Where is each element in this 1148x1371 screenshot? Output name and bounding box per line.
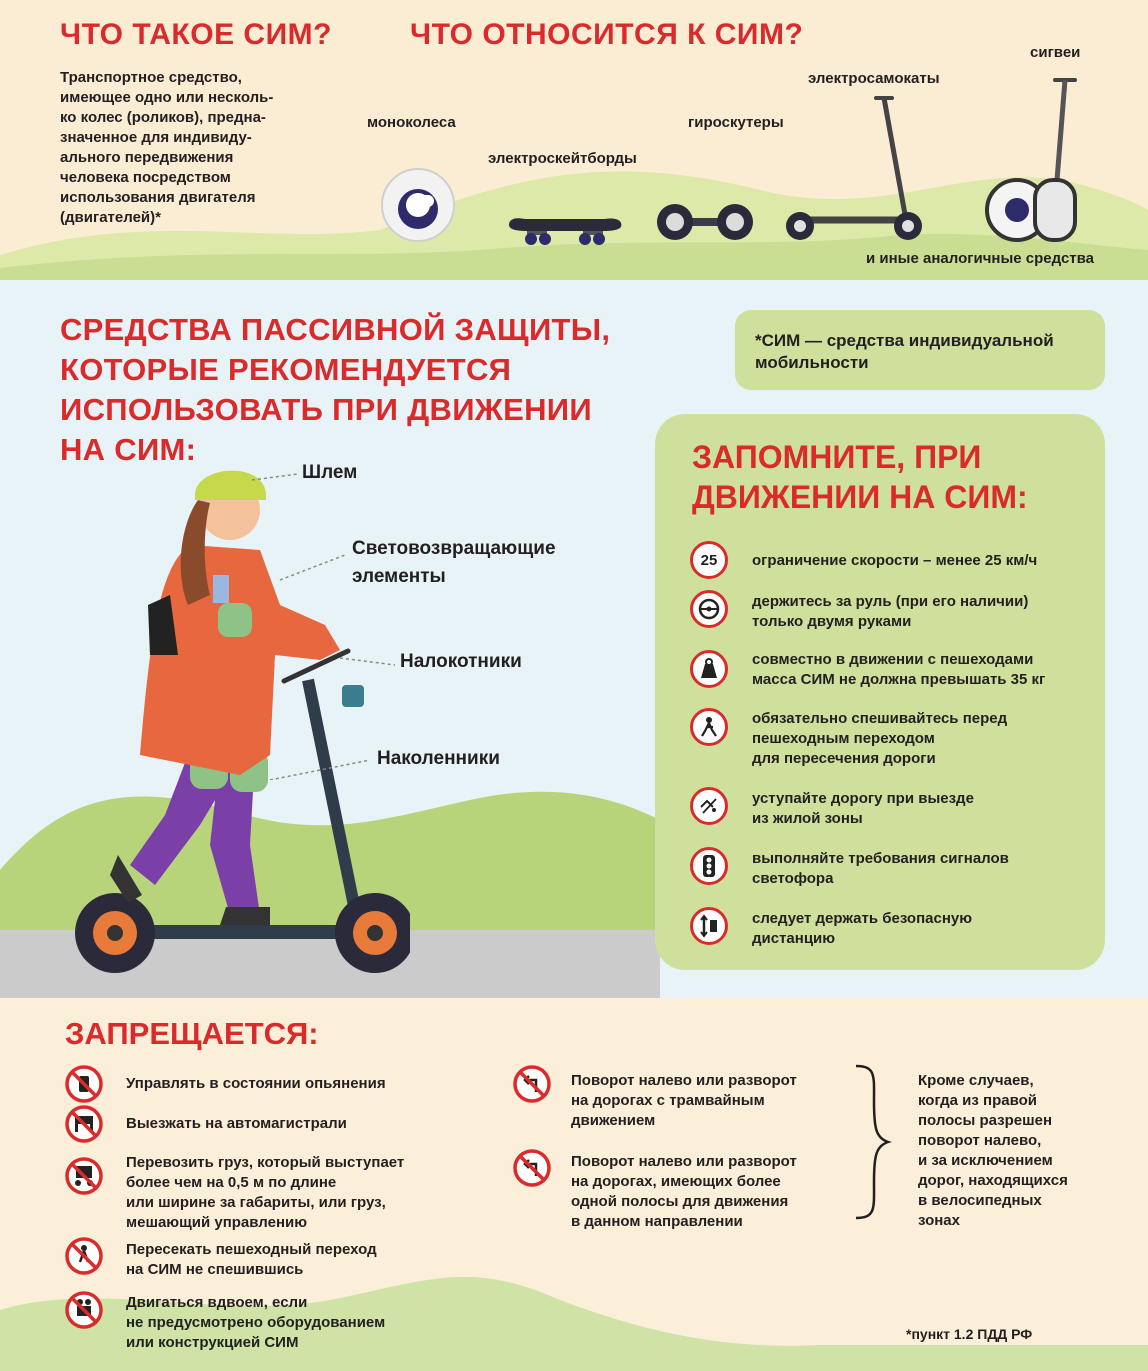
eskateboard-icon	[505, 213, 625, 247]
label-other-means: и иные аналогичные средства	[866, 250, 1095, 267]
monowheel-icon	[378, 165, 458, 245]
rule-traffic-light-text: выполняйте требования сигналов светофора	[752, 850, 1009, 887]
rule-crossing	[690, 708, 728, 746]
rule-residential	[690, 787, 728, 825]
rule-speed-text: ограничение скорости – менее 25 км/ч	[752, 552, 1038, 569]
rule-speed-limit	[690, 541, 728, 579]
exception-text: Кроме случаев, когда из правой полосы разрешен поворот налево, и за исключением дорог, находящихся в велосипедных зонах	[918, 1072, 1068, 1229]
rule-traffic-light	[690, 847, 728, 885]
gear-reflective-label: Световозвращающие элементы	[352, 538, 556, 587]
rule-residential-text: уступайте дорогу при выезде из жилой зоны	[752, 790, 974, 827]
forbidden-item-left-turn-tram: Поворот налево или разворот на дорогах с трамвайным движением	[571, 1072, 797, 1129]
label-segways: сигвеи	[1030, 44, 1081, 61]
weight-icon	[690, 650, 728, 688]
forbidden-item-left-turn-multilane: Поворот налево или разворот на дорогах, имеющих более одной полосы для движения в данном направлении	[571, 1153, 797, 1230]
no-left-turn-tram-icon	[512, 1064, 552, 1109]
legal-footnote: *пункт 1.2 ПДД РФ	[906, 1326, 1033, 1342]
gyroscooter-icon	[655, 200, 755, 245]
forbidden-item-crossing: Пересекать пешеходный переход на СИМ не спешившись	[126, 1241, 377, 1278]
rule-weight-text: совместно в движении с пешеходами масса СИМ не должна превышать 35 кг	[752, 651, 1046, 688]
what-belongs-title: ЧТО ОТНОСИТСЯ К СИМ?	[410, 18, 804, 51]
brace-icon	[848, 1062, 894, 1222]
forbidden-item-highway: Выезжать на автомагистрали	[126, 1115, 347, 1132]
what-is-title: ЧТО ТАКОЕ СИМ?	[60, 18, 332, 51]
gear-pointer-lines	[250, 460, 410, 780]
no-cargo-icon	[64, 1156, 104, 1201]
label-escooters: электросамокаты	[808, 70, 940, 87]
label-gyroscooters: гироскутеры	[688, 114, 784, 131]
no-passenger-icon	[64, 1290, 104, 1335]
forbidden-title: ЗАПРЕЩАЕТСЯ:	[65, 1016, 319, 1051]
no-highway-icon	[64, 1104, 104, 1149]
forbidden-item-passenger: Двигаться вдвоем, если не предусмотрено оборудованием или конструкцией СИМ	[126, 1294, 386, 1351]
rule-weight	[690, 650, 728, 688]
definition-text: Транспортное средство, имеющее одно или несколь- ко колес (роликов), предна- значенное для индивиду- ального передвижения человека посредством использования двигателя (двигателей)*	[60, 69, 274, 226]
rule-distance	[690, 907, 728, 945]
electric-scooter-icon	[780, 92, 935, 244]
sim-footnote-box	[735, 310, 1105, 390]
distance-icon	[690, 907, 728, 945]
gear-helmet-label: Шлем	[302, 462, 358, 483]
no-alcohol-icon	[64, 1064, 104, 1109]
residential-zone-icon	[690, 787, 728, 825]
rule-crossing-text: обязательно спешивайтесь перед пешеходным переходом для пересечения дороги	[752, 710, 1008, 767]
gear-knee-label: Наколенники	[377, 748, 500, 769]
segway-icon	[985, 70, 1085, 250]
forbidden-item-alcohol: Управлять в состоянии опьянения	[126, 1075, 386, 1092]
rule-steering-text: держитесь за руль (при его наличии) только двумя руками	[752, 593, 1029, 630]
no-riding-crossing-icon	[64, 1236, 104, 1281]
label-eskateboards: электроскейтборды	[488, 150, 637, 167]
label-monowheels: моноколеса	[367, 114, 456, 131]
rule-steering	[690, 590, 728, 628]
speed-limit-icon: 25	[690, 541, 728, 579]
remember-title: ЗАПОМНИТЕ, ПРИ ДВИЖЕНИИ НА СИМ:	[692, 439, 1028, 515]
sim-footnote-text: *СИМ — средства индивидуальной мобильности	[755, 331, 1054, 372]
forbidden-item-cargo: Перевозить груз, который выступает более чем на 0,5 м по длине или ширине за габариты, или груз, мешающий управлению	[126, 1154, 405, 1231]
steering-wheel-icon	[690, 590, 728, 628]
traffic-light-icon	[690, 847, 728, 885]
pedestrian-crossing-icon	[690, 708, 728, 746]
rule-distance-text: следует держать безопасную дистанцию	[752, 910, 973, 947]
no-left-turn-multilane-icon	[512, 1148, 552, 1193]
gear-elbow-label: Налокотники	[400, 651, 522, 672]
protection-title: СРЕДСТВА ПАССИВНОЙ ЗАЩИТЫ, КОТОРЫЕ РЕКОМЕНДУЕТСЯ ИСПОЛЬЗОВАТЬ ПРИ ДВИЖЕНИИ НА СИМ:	[60, 312, 611, 467]
